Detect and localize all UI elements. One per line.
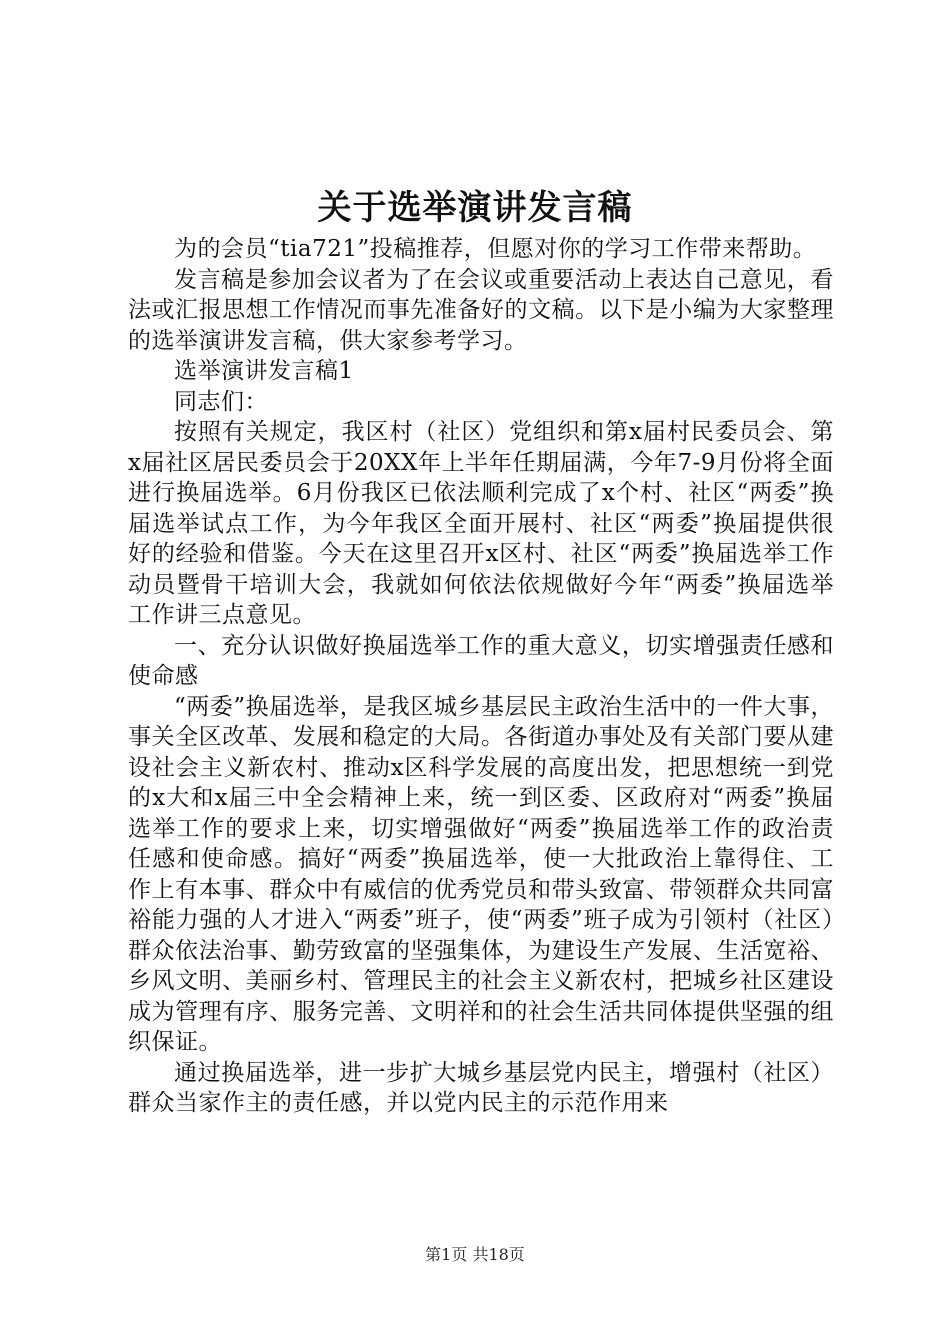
- point-heading-1: 一、充分认识做好换届选举工作的重大意义，切实增强责任感和使命感: [128, 632, 834, 689]
- paragraph-intro: 为的会员“tia721”投稿推荐，但愿对你的学习工作带来帮助。: [174, 236, 817, 262]
- paragraph-definition: 发言稿是参加会议者为了在会议或重要活动上表达自己意见，看法或汇报思想工作情况而事先准备好的文稿。以下是小编为大家整理的选举演讲发言稿，供大家参考学习。: [128, 266, 834, 354]
- paragraph-background: 按照有关规定，我区村（社区）党组织和第x届村民委员会、第x届社区居民委员会于20XX年上半年任期届满，今年7-9月份将全面进行换届选举。6月份我区已依法顺利完成了x个村、社区“两委”换届选举试点工作，为今年我区全面开展村、社区“两委”换届提供很好的经验和借鉴。今天在这里召开x区村、社区“两委”换届选举工作动员暨骨干培训大会，我就如何依法依规做好今年“两委”换届选举工作讲三点意见。: [128, 419, 834, 628]
- document-title: 关于选举演讲发言稿: [317, 188, 633, 228]
- page-number-footer: 第1页 共18页: [425, 1245, 525, 1264]
- paragraph-democracy: 通过换届选举，进一步扩大城乡基层党内民主，增强村（社区）群众当家作主的责任感，并以党内民主的示范作用来: [128, 1059, 834, 1116]
- document-body: [128, 234, 834, 1119]
- paragraph-significance: “两委”换届选举，是我区城乡基层民主政治生活中的一件大事，事关全区改革、发展和稳定的大局。各街道办事处及有关部门要从建设社会主义新农村、推动x区科学发展的高度出发，把思想统一到党的x大和x届三中全会精神上来，统一到区委、区政府对“两委”换届选举工作的要求上来，切实增强做好“两委”换届选举工作的政治责任感和使命感。搞好“两委”换届选举，使一大批政治上靠得住、工作上有本事、群众中有威信的优秀党员和带头致富、带领群众共同富裕能力强的人才进入“两委”班子，使“两委”班子成为引领村（社区）群众依法治事、勤劳致富的坚强集体，为建设生产发展、生活宽裕、乡风文明、美丽乡村、管理民主的社会主义新农村，把城乡社区建设成为管理有序、服务完善、文明祥和的社会生活共同体提供坚强的组织保证。: [128, 693, 834, 1055]
- section-heading: 选举演讲发言稿1: [174, 358, 354, 384]
- salutation: 同志们：: [174, 388, 268, 415]
